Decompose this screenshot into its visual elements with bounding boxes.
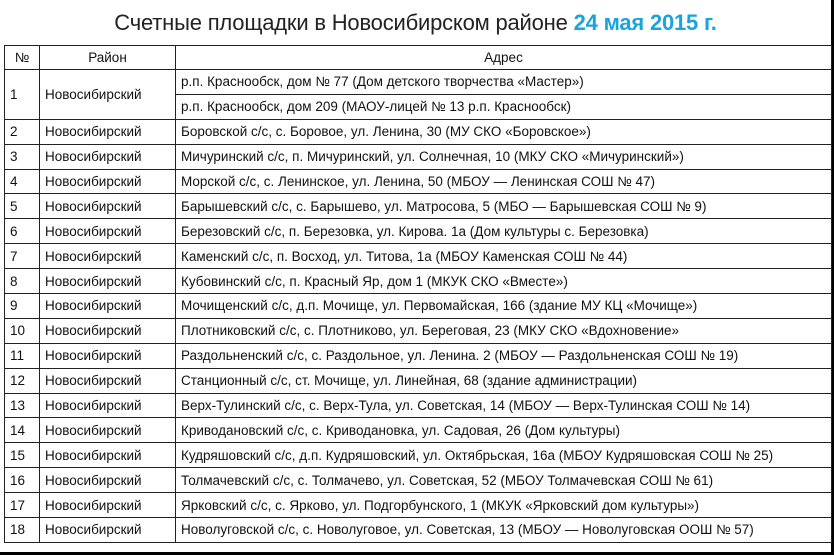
table-row <box>5 343 832 368</box>
title-text: Счетные площадки в Новосибирском районе <box>114 10 568 35</box>
table-row <box>5 194 832 219</box>
row-address: Мочищенский с/с, д.п. Мочище, ул. Первомайская, 166 (здание МУ КЦ «Мочище») <box>176 294 832 319</box>
row-number: 18 <box>5 518 40 543</box>
row-number: 17 <box>5 493 40 518</box>
table-row <box>5 144 832 169</box>
row-address: Новолуговской с/с, с. Новолуговое, ул. Советская, 13 (МБОУ — Новолуговская ООШ № 57) <box>176 518 832 543</box>
row-number: 8 <box>5 269 40 294</box>
row-district: Новосибирский <box>40 418 176 443</box>
row-number: 7 <box>5 244 40 269</box>
row-district: Новосибирский <box>40 244 176 269</box>
row-address: р.п. Краснообск, дом 209 (МАОУ-лицей № 13 р.п. Краснообск) <box>176 94 832 119</box>
table-row <box>5 219 832 244</box>
table-row <box>5 318 832 343</box>
row-address: р.п. Краснообск, дом № 77 (Дом детского творчества «Мастер») <box>176 70 832 95</box>
row-address: Кубовинский с/с, п. Красный Яр, дом 1 (МКУК СКО «Вместе») <box>176 269 832 294</box>
table-row <box>5 119 832 144</box>
row-number: 4 <box>5 169 40 194</box>
row-address: Барышевский с/с, с. Барышево, ул. Матросова, 5 (МБО — Барышевская СОШ № 9) <box>176 194 832 219</box>
table-body <box>5 70 832 543</box>
row-district: Новосибирский <box>40 493 176 518</box>
row-district: Новосибирский <box>40 119 176 144</box>
table-header-row <box>5 46 832 70</box>
row-district: Новосибирский <box>40 443 176 468</box>
row-address: Верх-Тулинский с/с, с. Верх-Тула, ул. Советская, 14 (МБОУ — Верх-Тулинская СОШ № 14) <box>176 393 832 418</box>
row-district: Новосибирский <box>40 468 176 493</box>
row-number: 6 <box>5 219 40 244</box>
row-district: Новосибирский <box>40 70 176 120</box>
table-row <box>5 418 832 443</box>
row-district: Новосибирский <box>40 219 176 244</box>
title-date: 24 мая 2015 г. <box>573 10 717 35</box>
row-district: Новосибирский <box>40 194 176 219</box>
row-address: Толмачевский с/с, с. Толмачево, ул. Советская, 52 (МБОУ Толмачевская СОШ № 61) <box>176 468 832 493</box>
row-number: 14 <box>5 418 40 443</box>
row-address: Мичуринский с/с, п. Мичуринский, ул. Солнечная, 10 (МКУ СКО «Мичуринский») <box>176 144 832 169</box>
polling-stations-table <box>4 45 832 543</box>
row-district: Новосибирский <box>40 144 176 169</box>
row-address: Березовский с/с, п. Березовка, ул. Кирова. 1а (Дом культуры с. Березовка) <box>176 219 832 244</box>
row-number: 2 <box>5 119 40 144</box>
row-address: Станционный с/с, ст. Мочище, ул. Линейная, 68 (здание администрации) <box>176 368 832 393</box>
row-address: Криводановский с/с, с. Криводановка, ул. Садовая, 26 (Дом культуры) <box>176 418 832 443</box>
row-number: 3 <box>5 144 40 169</box>
page-title <box>0 10 831 36</box>
row-address: Плотниковский с/с, с. Плотниково, ул. Береговая, 23 (МКУ СКО «Вдохновение» <box>176 318 832 343</box>
table-row <box>5 393 832 418</box>
row-district: Новосибирский <box>40 343 176 368</box>
table-row <box>5 70 832 95</box>
table-row <box>5 244 832 269</box>
row-district: Новосибирский <box>40 393 176 418</box>
row-address: Кудряшовский с/с, д.п. Кудряшовский, ул. Октябрьская, 16а (МБОУ Кудряшовская СОШ № 25) <box>176 443 832 468</box>
table-row <box>5 269 832 294</box>
row-district: Новосибирский <box>40 318 176 343</box>
row-number: 13 <box>5 393 40 418</box>
table-row <box>5 443 832 468</box>
table-row <box>5 518 832 543</box>
row-address: Морской с/с, с. Ленинское, ул. Ленина, 50 (МБОУ — Ленинская СОШ № 47) <box>176 169 832 194</box>
row-number: 15 <box>5 443 40 468</box>
row-number: 5 <box>5 194 40 219</box>
row-number: 16 <box>5 468 40 493</box>
row-address: Ярковский с/с, с. Ярково, ул. Подгорбунского, 1 (МКУК «Ярковский дом культуры») <box>176 493 832 518</box>
row-district: Новосибирский <box>40 518 176 543</box>
table-row <box>5 294 832 319</box>
header-address: Адрес <box>176 46 832 70</box>
table-row <box>5 493 832 518</box>
row-address: Каменский с/с, п. Восход, ул. Титова, 1а (МБОУ Каменская СОШ № 44) <box>176 244 832 269</box>
row-number: 1 <box>5 70 40 120</box>
table-row <box>5 368 832 393</box>
row-district: Новосибирский <box>40 368 176 393</box>
table-row <box>5 468 832 493</box>
row-number: 10 <box>5 318 40 343</box>
row-number: 12 <box>5 368 40 393</box>
table-row <box>5 169 832 194</box>
row-number: 11 <box>5 343 40 368</box>
row-number: 9 <box>5 294 40 319</box>
header-district: Район <box>40 46 176 70</box>
row-address: Боровской с/с, с. Боровое, ул. Ленина, 30 (МУ СКО «Боровское») <box>176 119 832 144</box>
row-district: Новосибирский <box>40 169 176 194</box>
header-number: № <box>5 46 40 70</box>
row-district: Новосибирский <box>40 269 176 294</box>
row-address: Раздольненский с/с, с. Раздольное, ул. Ленина. 2 (МБОУ — Раздольненская СОШ № 19) <box>176 343 832 368</box>
row-district: Новосибирский <box>40 294 176 319</box>
